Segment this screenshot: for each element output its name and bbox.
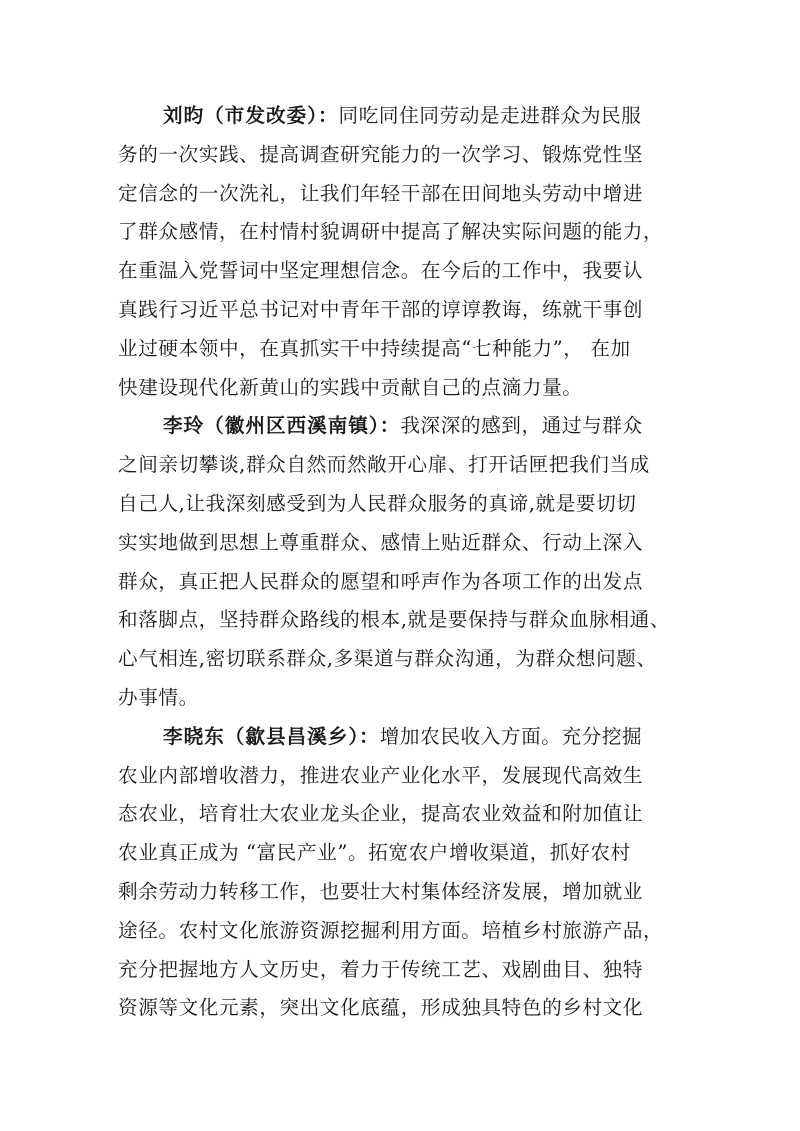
paragraph-2-line-1 bbox=[118, 407, 686, 446]
paragraph-2-line-4: 实实地做到思想上尊重群众、感情上贴近群众、行动上深入 bbox=[118, 530, 644, 554]
paragraph-3-line-7: 充分把握地方人文历史，着力于传统工艺、戏剧曲目、独特 bbox=[118, 957, 644, 981]
paragraph-2-line-8: 办事情。 bbox=[118, 685, 199, 709]
paragraph-1-line-8: 快建设现代化新黄山的实践中贡献自己的点滴力量。 bbox=[118, 375, 583, 399]
speaker-name: 李晓东（歙县昌溪乡）： bbox=[163, 724, 380, 748]
paragraph-2-line-7: 心气相连,密切联系群众,多渠道与群众沟通，为群众想问题、 bbox=[118, 647, 657, 671]
paragraph-3-line-6: 途径。农村文化旅游资源挖掘利用方面。培植乡村旅游产品， bbox=[118, 918, 664, 942]
paragraph-3-line-3: 态农业，培育壮大农业龙头企业，提高农业效益和附加值让 bbox=[118, 802, 644, 826]
paragraph-1-line-3: 定信念的一次洗礼，让我们年轻干部在田间地头劳动中增进 bbox=[118, 181, 644, 205]
paragraph-text: 增加农民收入方面。充分挖掘 bbox=[379, 724, 643, 748]
paragraph-3-line-8: 资源等文化元素，突出文化底蕴，形成独具特色的乡村文化 bbox=[118, 996, 644, 1020]
paragraph-3-line-5: 剩余劳动力转移工作，也要壮大村集体经济发展，增加就业 bbox=[118, 879, 644, 903]
paragraph-2-line-3: 自己人,让我深刻感受到为人民群众服务的真谛,就是要切切 bbox=[118, 491, 637, 515]
paragraph-3-line-4: 农业真正成为 “富民产业”。拓宽农户增收渠道，抓好农村 bbox=[118, 841, 631, 865]
paragraph-2-line-5: 群众，真正把人民群众的愿望和呼声作为各项工作的出发点 bbox=[118, 569, 644, 593]
speaker-name: 李玲（徽州区西溪南镇）： bbox=[163, 414, 401, 438]
speaker-name: 刘昀（市发改委）： bbox=[163, 104, 339, 127]
paragraph-1-line-6: 真践行习近平总书记对中青年干部的谆谆教诲，练就干事创 bbox=[118, 297, 644, 321]
paragraph-1-line-7: 业过硬本领中，在真抓实干中持续提高“七种能力”， 在加 bbox=[118, 336, 631, 360]
paragraph-1-line-2: 务的一次实践、提高调查研究能力的一次学习、锻炼党性坚 bbox=[118, 142, 644, 166]
paragraph-text: 同吃同住同劳动是走进群众为民服 bbox=[338, 104, 642, 127]
paragraph-2-line-2: 之间亲切攀谈,群众自然而然敞开心扉、打开话匣把我们当成 bbox=[118, 453, 650, 477]
paragraph-text: 我深深的感到，通过与群众 bbox=[400, 414, 643, 438]
paragraph-1-line-5: 在重温入党誓词中坚定理想信念。在今后的工作中，我要认 bbox=[118, 259, 644, 283]
paragraph-1-line-4: 了群众感情，在村情村貌调研中提高了解决实际问题的能力， bbox=[118, 220, 664, 244]
document-body bbox=[118, 97, 686, 1028]
paragraph-3-line-2: 农业内部增收潜力，推进农业产业化水平，发展现代高效生 bbox=[118, 763, 644, 787]
paragraph-3-line-1 bbox=[118, 718, 686, 757]
paragraph-1-line-1 bbox=[118, 97, 686, 136]
paragraph-2-line-6: 和落脚点，坚持群众路线的根本,就是要保持与群众血脉相通、 bbox=[118, 608, 671, 632]
